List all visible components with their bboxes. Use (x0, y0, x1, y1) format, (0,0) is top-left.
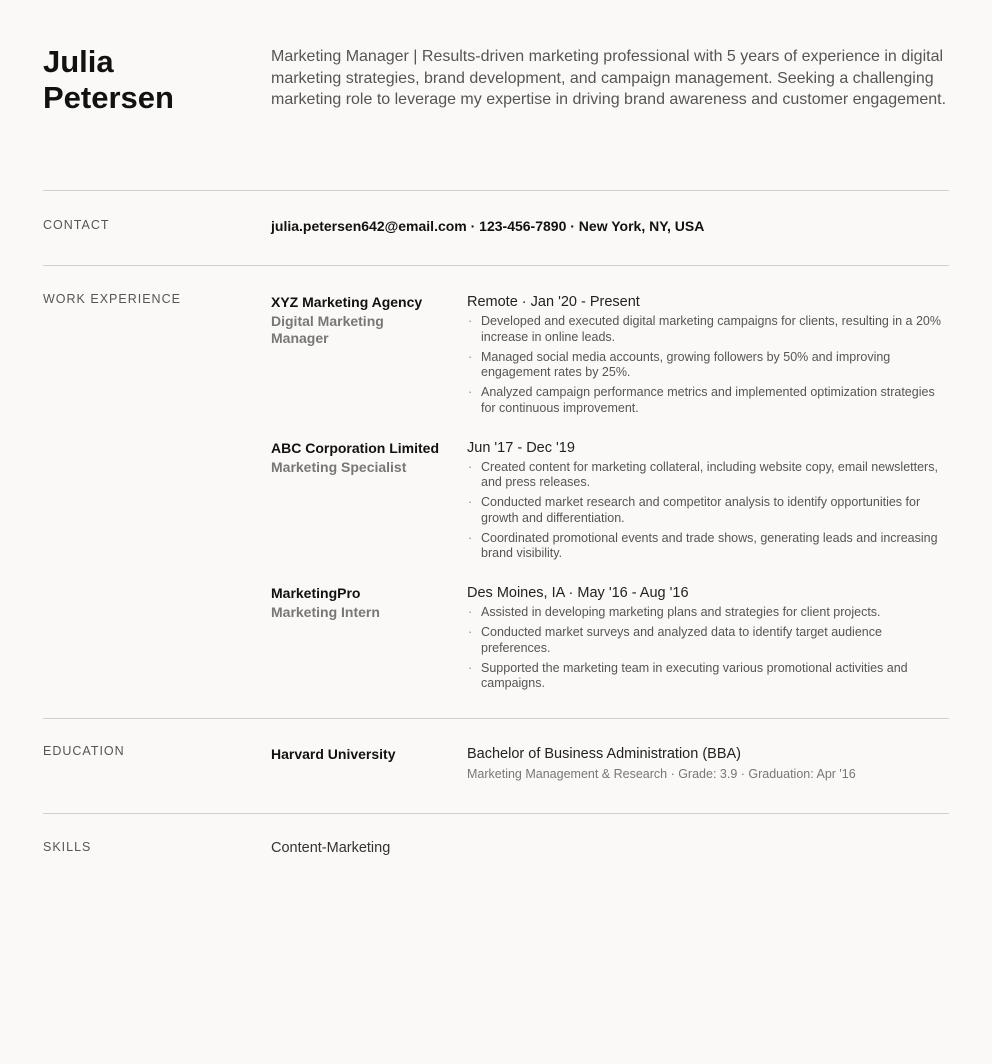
job-bullet: · Conducted market research and competitor analysis to identify opportunities for growth and differentiation. (467, 495, 949, 526)
job-entry (271, 583, 949, 696)
job-role: Marketing Specialist (271, 458, 407, 475)
job-entry (271, 292, 949, 421)
job-bullets (467, 605, 949, 692)
section-title-education: EDUCATION (43, 744, 125, 758)
candidate-name (43, 44, 271, 190)
last-name: Petersen (43, 80, 174, 115)
job-role: Digital Marketing Manager (271, 313, 384, 346)
section-title-contact: CONTACT (43, 218, 110, 232)
degree: Bachelor of Business Administration (BBA) (467, 746, 742, 762)
company-name: ABC Corporation Limited (271, 439, 439, 456)
job-meta: Remote · Jan '20 - Present (467, 294, 640, 310)
job-meta: Des Moines, IA · May '16 - Aug '16 (467, 585, 689, 601)
job-bullets (467, 460, 949, 562)
section-title-work: WORK EXPERIENCE (43, 292, 181, 306)
education-meta: Marketing Management & Research · Grade: 3.9 · Graduation: Apr '16 (467, 767, 856, 781)
job-meta: Jun '17 - Dec '19 (467, 439, 575, 456)
work-experience-section (43, 266, 949, 719)
contact-section (43, 191, 949, 266)
resume-header (43, 0, 949, 191)
job-bullets (467, 314, 949, 416)
job-bullet: · Supported the marketing team in executing various promotional activities and campaigns. (467, 661, 949, 692)
profile-summary: Marketing Manager | Results-driven marketing professional with 5 years of experience in digital marketing strategies, brand development, and campaign management. Seeking a challenging marketing role to leverage my expertise in driving brand awareness and customer engagement. (271, 48, 947, 108)
job-bullet: · Developed and executed digital marketing campaigns for clients, resulting in a 20% increase in online leads. (467, 314, 949, 345)
job-bullet: · Conducted market surveys and analyzed data to identify target audience preferences. (467, 625, 949, 656)
first-name: Julia (43, 44, 114, 79)
job-bullet: · Assisted in developing marketing plans and strategies for client projects. (467, 605, 949, 621)
section-title-skills: SKILLS (43, 840, 92, 854)
job-bullet: · Analyzed campaign performance metrics and implemented optimization strategies for continuous improvement. (467, 385, 949, 416)
job-bullet: · Managed social media accounts, growing followers by 50% and improving engagement rates by 25%. (467, 350, 949, 381)
school-name: Harvard University (271, 746, 396, 762)
jobs-list (271, 292, 949, 718)
skills-list: Content-Marketing (271, 840, 391, 856)
skills-section (43, 814, 949, 856)
company-name: MarketingPro (271, 585, 361, 601)
job-bullet: · Created content for marketing collateral, including website copy, email newsletters, and press releases. (467, 460, 949, 491)
education-section (43, 719, 949, 814)
job-role: Marketing Intern (271, 604, 380, 620)
company-name: XYZ Marketing Agency (271, 294, 423, 310)
job-entry (271, 438, 949, 567)
job-bullet: · Coordinated promotional events and trade shows, generating leads and increasing brand visibility. (467, 531, 949, 562)
contact-line: julia.petersen642@email.com · 123-456-7890 · New York, NY, USA (271, 218, 705, 234)
